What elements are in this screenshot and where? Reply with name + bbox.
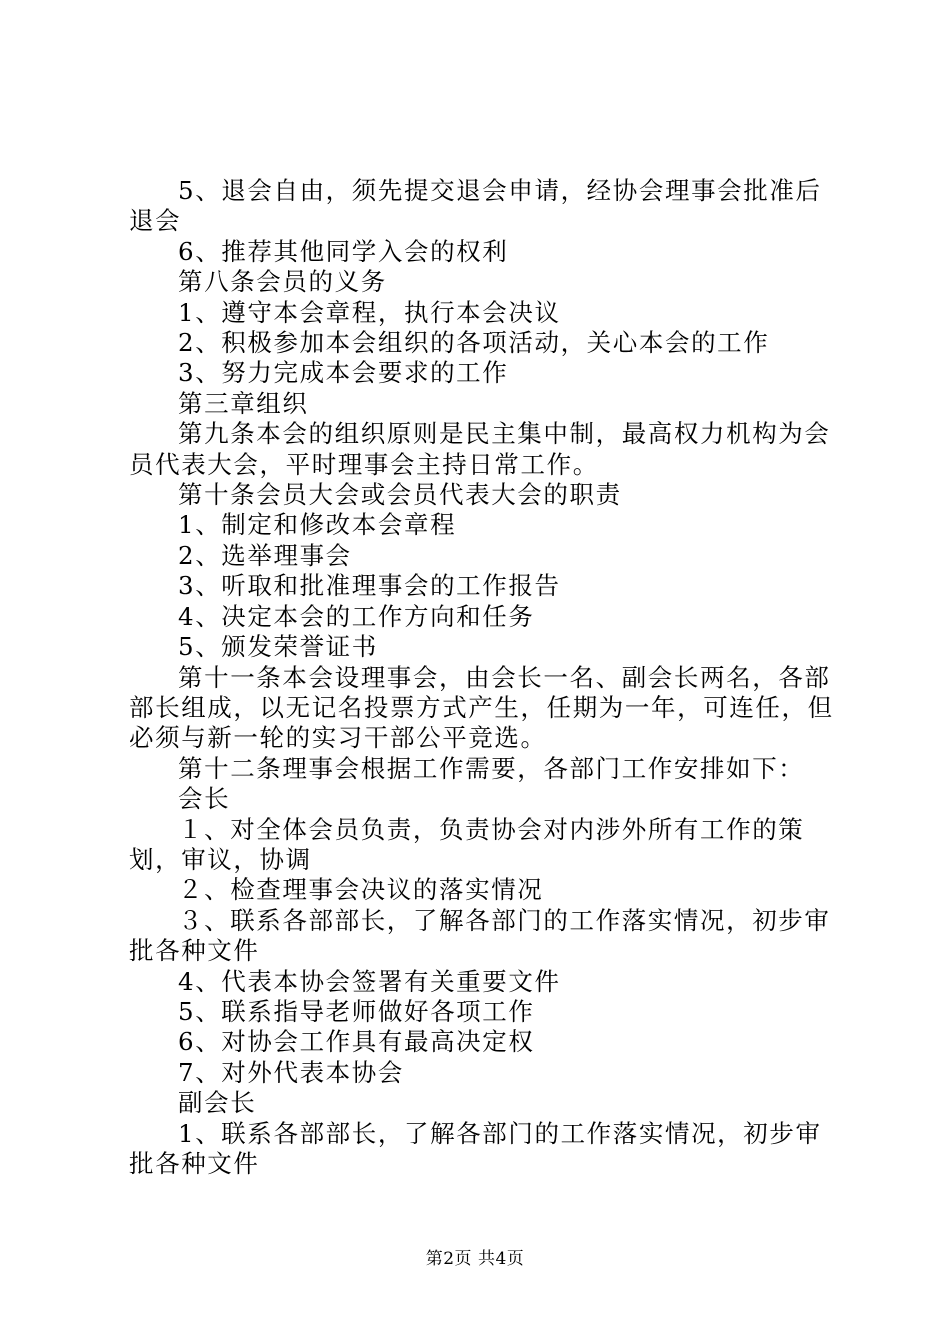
paragraph-duty-3: 3、努力完成本会要求的工作 [178, 358, 509, 388]
paragraph-congress-duty-3: 3、听取和批准理事会的工作报告 [178, 571, 561, 601]
paragraph-recommend: 6、推荐其他同学入会的权利 [178, 236, 509, 266]
president-duty-1: １、对全体会员负责，负责协会对内涉外所有工作的策划，审议，协调 [129, 814, 805, 874]
document-body [129, 176, 835, 1179]
president-duty-2: ２、检查理事会决议的落实情况 [178, 875, 544, 905]
page-footer: 第2页 共4页 [425, 1249, 525, 1269]
president-duty-6: 6、对协会工作具有最高决定权 [178, 1027, 535, 1057]
paragraph-article-11: 第十一条本会设理事会，由会长一名、副会长两名，各部部长组成，以无记名投票方式产生，任期为一年，可连任，但必须与新一轮的实习干部公平竞选。 [129, 662, 834, 753]
vice-president-heading: 副会长 [178, 1088, 257, 1118]
paragraph-article-8-heading: 第八条会员的义务 [178, 267, 387, 297]
paragraph-article-12: 第十二条理事会根据工作需要，各部门工作安排如下： [178, 753, 805, 783]
paragraph-article-9: 第九条本会的组织原则是民主集中制，最高权力机构为会员代表大会，平时理事会主持日常工作。 [129, 419, 831, 479]
paragraph-congress-duty-1: 1、制定和修改本会章程 [178, 510, 457, 540]
paragraph-duty-1: 1、遵守本会章程，执行本会决议 [178, 297, 561, 327]
paragraph-congress-duty-4: 4、决定本会的工作方向和任务 [178, 601, 535, 631]
paragraph-congress-duty-2: 2、选举理事会 [178, 540, 352, 570]
president-heading: 会长 [178, 784, 231, 814]
president-duty-7: 7、对外代表本协会 [178, 1057, 404, 1087]
president-duty-3: ３、联系各部部长，了解各部门的工作落实情况，初步审批各种文件 [129, 905, 831, 966]
president-duty-4: 4、代表本协会签署有关重要文件 [178, 966, 561, 996]
paragraph-congress-duty-5: 5、颁发荣誉证书 [178, 632, 378, 662]
paragraph-withdraw: 5、退会自由，须先提交退会申请，经协会理事会批准后退会 [129, 176, 822, 236]
chapter-3-heading: 第三章组织 [178, 388, 309, 418]
president-duty-5: 5、联系指导老师做好各项工作 [178, 996, 535, 1026]
vice-president-duty-1: 1、联系各部部长，了解各部门的工作落实情况，初步审批各种文件 [129, 1118, 822, 1178]
paragraph-article-10-heading: 第十条会员大会或会员代表大会的职责 [178, 480, 622, 510]
paragraph-duty-2: 2、积极参加本会组织的各项活动，关心本会的工作 [178, 328, 770, 358]
